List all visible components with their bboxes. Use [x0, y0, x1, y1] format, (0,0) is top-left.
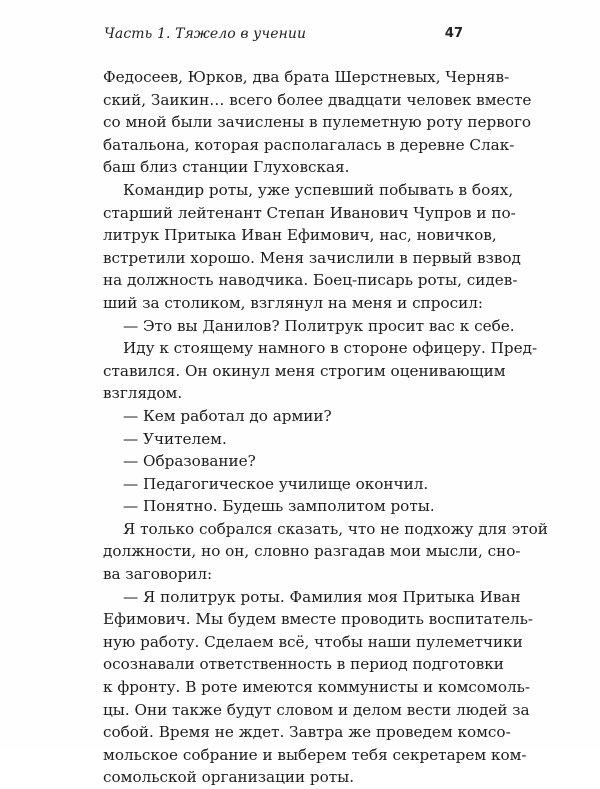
text-line: цы. Они также будут словом и делом вести людей за: [103, 700, 530, 719]
text-line: собой. Время не ждет. Завтра же проведем комсо-: [103, 723, 511, 742]
text-line: батальона, которая располагалась в деревне Слак-: [103, 135, 515, 154]
text-line: — Кем работал до армии?: [123, 406, 332, 425]
text-line: должности, но он, словно разгадав мои мысли, сно-: [103, 542, 521, 561]
text-line: — Учителем.: [123, 429, 227, 448]
text-line: к фронту. В роте имеются коммунисты и комсомоль-: [103, 678, 531, 697]
page-number: 47: [444, 26, 463, 41]
text-line: Командир роты, уже успевший побывать в боях,: [123, 180, 514, 199]
text-line: взглядом.: [103, 384, 183, 403]
running-title: Часть 1. Тяжело в учении: [104, 26, 307, 42]
text-line: встретили хорошо. Меня зачислили в первый взвод: [103, 248, 521, 267]
body-text: [103, 66, 548, 789]
text-line: ставился. Он окинул меня строгим оценивающим: [103, 361, 506, 380]
text-line: мольское собрание и выберем тебя секретарем ком-: [103, 745, 527, 764]
text-line: — Педагогическое училище окончил.: [123, 474, 429, 493]
text-line: — Образование?: [123, 452, 256, 471]
text-line: Я только собрался сказать, что не подхожу для этой: [123, 519, 548, 538]
text-line: старший лейтенант Степан Иванович Чупров и по-: [103, 203, 516, 222]
text-line: со мной были зачислены в пулеметную роту первого: [103, 113, 532, 132]
text-line: ский, Заикин… всего более двадцати человек вместе: [103, 90, 532, 109]
text-line: — Это вы Данилов? Политрук просит вас к себе.: [123, 316, 515, 335]
text-line: ную работу. Сделаем всё, чтобы наши пулеметчики: [103, 632, 523, 651]
text-line: ва заговорил:: [103, 565, 213, 584]
text-line: баш близ станции Глуховская.: [103, 158, 350, 177]
text-line: осознавали ответственность в период подготовки: [103, 655, 504, 674]
text-line: — Понятно. Будешь замполитом роты.: [123, 497, 435, 516]
text-line: сомольской организации роты.: [103, 768, 355, 787]
text-line: литрук Притыка Иван Ефимович, нас, новичков,: [103, 226, 497, 245]
text-line: Иду к стоящему намного в стороне офицеру. Пред-: [123, 339, 538, 358]
text-line: Федосеев, Юрков, два брата Шерстневых, Черняв-: [103, 68, 510, 86]
text-line: — Я политрук роты. Фамилия моя Притыка Иван: [123, 587, 521, 606]
text-line: ший за столиком, взглянул на меня и спросил:: [103, 293, 484, 312]
text-line: Ефимович. Мы будем вместе проводить воспитатель-: [103, 610, 534, 629]
text-line: на должность наводчика. Боец-писарь роты, сидев-: [103, 271, 518, 290]
